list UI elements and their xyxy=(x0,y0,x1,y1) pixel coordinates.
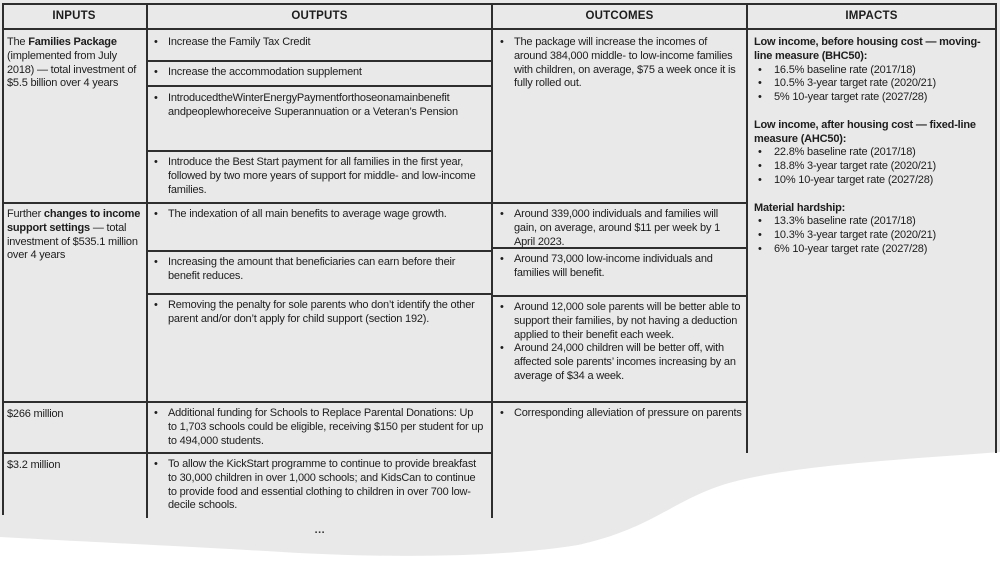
column-divider-inputs-outputs xyxy=(146,3,148,518)
bullet-icon xyxy=(152,36,168,50)
impacts-item: • 13.3% baseline rate (2017/18) xyxy=(754,215,990,229)
impacts-item: • 10.5% 3-year target rate (2020/21) xyxy=(754,77,990,91)
bullet-icon xyxy=(152,66,168,80)
bullet-icon xyxy=(152,299,168,313)
table-border-left xyxy=(2,3,4,515)
bullet-icon xyxy=(498,208,514,222)
bullet-icon xyxy=(754,160,774,174)
outputs-item: • To allow the KickStart programme to continue to provide breakfast to 30,000 children in over 1,000 schools; and KidsCan to continue to provide food and essential clothing to children in over 700 low-decile schools. xyxy=(152,458,484,513)
outcomes-divider xyxy=(491,295,748,297)
table-border-row1-row2 xyxy=(2,202,748,204)
outcomes-item: • Corresponding alleviation of pressure on parents xyxy=(498,407,742,421)
impacts-group-heading: Material hardship: xyxy=(754,201,846,214)
outcomes-item: • Around 24,000 children will be better off, with affected sole parents’ incomes increasing by an average of $34 a week. xyxy=(498,342,742,383)
impacts-group-heading: Low income, before housing cost — moving-line measure (BHC50): xyxy=(754,36,981,62)
impacts-group-bhc50 xyxy=(754,36,990,105)
impacts-item: • 6% 10-year target rate (2027/28) xyxy=(754,243,990,257)
table-continuation-ellipsis: … xyxy=(314,524,325,536)
outcomes-item: • The package will increase the incomes of around 384,000 middle- to low-income families with children, on average, $75 a week once it is fully rolled out. xyxy=(498,36,742,91)
impacts-item: • 16.5% baseline rate (2017/18) xyxy=(754,64,990,78)
impacts-item: • 22.8% baseline rate (2017/18) xyxy=(754,146,990,160)
outputs-item: • The indexation of all main benefits to average wage growth. xyxy=(152,208,484,222)
inputs-cell-3-2-million: $3.2 million xyxy=(7,459,61,471)
impacts-item: • 10.3% 3-year target rate (2020/21) xyxy=(754,229,990,243)
outputs-item: • Increasing the amount that beneficiaries can earn before their benefit reduces. xyxy=(152,256,484,284)
outputs-divider xyxy=(146,150,493,152)
column-header-impacts: IMPACTS xyxy=(845,10,898,22)
bullet-icon xyxy=(498,301,514,315)
outputs-item: • Removing the penalty for sole parents who don’t identify the other parent and/or don’t apply for child support (section 192). xyxy=(152,299,484,327)
column-divider-outputs-outcomes xyxy=(491,3,493,518)
table-border-row3-row4 xyxy=(2,452,493,454)
impacts-group-material-hardship xyxy=(754,202,990,257)
table-border-right xyxy=(995,3,997,453)
bullet-icon xyxy=(152,156,168,170)
inputs-cell-families-package: The Families Package (implemented from July 2018) — total investment of $5.5 billion over 4 years xyxy=(7,36,137,90)
outputs-divider xyxy=(146,85,493,87)
table-border-top xyxy=(2,3,997,5)
bullet-icon xyxy=(498,407,514,421)
table-border-row2-row3 xyxy=(2,401,748,403)
impacts-group-ahc50 xyxy=(754,119,990,188)
outputs-item: • Increase the Family Tax Credit xyxy=(152,36,484,50)
bullet-icon xyxy=(152,92,168,106)
column-header-inputs: INPUTS xyxy=(52,10,96,22)
outcomes-item: • Around 339,000 individuals and families will gain, on average, around $11 per week by 1 April 2023. xyxy=(498,208,742,249)
bullet-icon xyxy=(754,174,774,188)
bullet-icon xyxy=(754,146,774,160)
impacts-item: • 18.8% 3-year target rate (2020/21) xyxy=(754,160,990,174)
bullet-icon xyxy=(152,407,168,421)
outputs-divider xyxy=(146,293,493,295)
impacts-item: • 5% 10-year target rate (2027/28) xyxy=(754,91,990,105)
bullet-icon xyxy=(754,77,774,91)
bullet-icon xyxy=(754,215,774,229)
column-header-outputs: OUTPUTS xyxy=(291,10,348,22)
bullet-icon xyxy=(754,229,774,243)
outputs-item: • Introduce the Best Start payment for all families in the first year, followed by two more years of support for middle- and low-income families. xyxy=(152,156,484,197)
bullet-icon xyxy=(152,256,168,270)
outputs-divider xyxy=(146,60,493,62)
outputs-item: • Increase the accommodation supplement xyxy=(152,66,484,80)
impacts-cell xyxy=(754,36,990,271)
bullet-icon xyxy=(754,243,774,257)
outcomes-item: • Around 12,000 sole parents will be better able to support their families, by not having a deduction applied to their benefit each week. xyxy=(498,301,742,342)
outputs-divider xyxy=(146,250,493,252)
table-border-header-bottom xyxy=(2,28,997,30)
bullet-icon xyxy=(498,342,514,356)
bullet-icon xyxy=(754,91,774,105)
impacts-item: • 10% 10-year target rate (2027/28) xyxy=(754,174,990,188)
column-header-outcomes: OUTCOMES xyxy=(585,10,654,22)
bullet-icon xyxy=(152,458,168,472)
bullet-icon xyxy=(498,36,514,50)
outcomes-cell-sole-parents xyxy=(498,301,742,384)
bullet-icon xyxy=(498,253,514,267)
bullet-icon xyxy=(754,64,774,78)
inputs-cell-income-support: Further changes to income support settings — total investment of $535.1 million over 4 years xyxy=(7,208,141,262)
outputs-item: • IntroducedtheWinterEnergyPaymentforthoseonamainbenefit andpeoplewhoreceive Superannuation or a Veteran’s Pension xyxy=(152,92,484,120)
outputs-item: • Additional funding for Schools to Replace Parental Donations: Up to 1,703 schools could be eligible, receiving $150 per student for up to 494,000 students. xyxy=(152,407,484,448)
impacts-group-heading: Low income, after housing cost — fixed-line measure (AHC50): xyxy=(754,118,976,145)
column-divider-outcomes-impacts xyxy=(746,3,748,453)
inputs-cell-266-million: $266 million xyxy=(7,408,64,420)
bullet-icon xyxy=(152,208,168,222)
outcomes-item: • Around 73,000 low-income individuals and families will benefit. xyxy=(498,253,742,281)
